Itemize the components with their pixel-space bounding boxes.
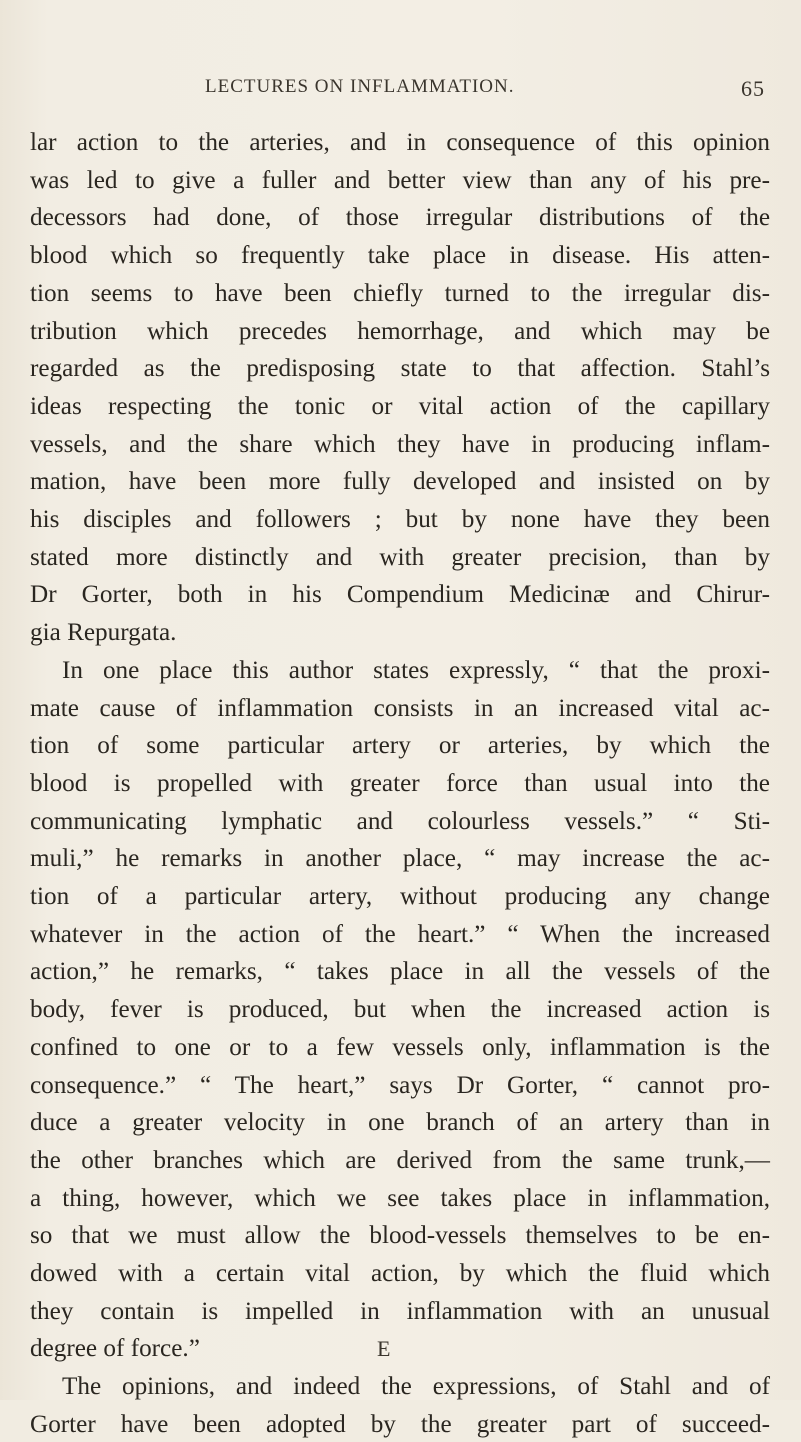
text-line: tion of a particular artery, without producing any change (30, 883, 770, 910)
text-line: body, fever is produced, but when the increased action is (30, 996, 770, 1024)
running-title: LECTURES ON INFLAMMATION. (205, 76, 515, 97)
text-line: consequence.” “ The heart,” says Dr Gorter, “ cannot pro- (30, 1071, 770, 1099)
text-line: dowed with a certain vital action, by which the fluid which (30, 1260, 770, 1287)
text-line: decessors had done, of those irregular distributions of the (30, 204, 770, 232)
text-line: tion of some particular artery or arteries, by which the (30, 732, 770, 760)
text-line: his disciples and followers ; but by none have they been (30, 506, 770, 533)
text-line: duce a greater velocity in one branch of an artery than in (30, 1109, 770, 1137)
text-line: blood which so frequently take place in disease. His atten- (30, 242, 770, 270)
text-line: action,” he remarks, “ takes place in all the vessels of the (30, 958, 770, 986)
text-line: vessels, and the share which they have in producing inflam- (30, 430, 770, 458)
text-line: communicating lymphatic and colourless vessels.” “ Sti- (30, 807, 770, 835)
text-line: tribution which precedes hemorrhage, and which may be (30, 317, 770, 345)
text-line: stated more distinctly and with greater precision, than by (30, 543, 770, 571)
text-line: In one place this author states expressly, “ that the proxi- (62, 656, 770, 684)
text-line: Gorter have been adopted by the greater part of succeed- (30, 1410, 770, 1438)
text-line: blood is propelled with greater force than usual into the (30, 769, 770, 797)
text-line: they contain is impelled in inflammation with an unusual (30, 1297, 770, 1325)
text-line: a thing, however, which we see takes place in inflammation, (30, 1184, 770, 1212)
text-line: mate cause of inflammation consists in an increased vital ac- (30, 694, 770, 722)
text-line: lar action to the arteries, and in consequence of this opinion (30, 129, 770, 156)
text-line: whatever in the action of the heart.” “ When the increased (30, 920, 770, 948)
text-line: degree of force.” (30, 1335, 200, 1363)
text-line: the other branches which are derived from the same trunk,— (30, 1146, 770, 1174)
page-number: 65 (741, 76, 765, 101)
text-line: was led to give a fuller and better view than any of his pre- (30, 166, 770, 194)
text-line: confined to one or to a few vessels only, inflammation is the (30, 1033, 770, 1061)
text-line: ideas respecting the tonic or vital action of the capillary (30, 392, 770, 420)
text-line: tion seems to have been chiefly turned to the irregular dis- (30, 279, 770, 307)
text-line: regarded as the predisposing state to that affection. Stahl’s (30, 355, 770, 383)
text-line: Dr Gorter, both in his Compendium Medicinæ and Chirur- (30, 581, 770, 609)
running-header (205, 76, 765, 106)
text-line: so that we must allow the blood-vessels themselves to be en- (30, 1222, 770, 1250)
text-line: The opinions, and indeed the expressions, of Stahl and of (62, 1373, 770, 1401)
text-line: gia Repurgata. (30, 619, 177, 647)
text-line: mation, have been more fully developed and insisted on by (30, 468, 770, 496)
text-line: muli,” he remarks in another place, “ may increase the ac- (30, 845, 770, 873)
signature-mark: E (377, 1336, 391, 1361)
